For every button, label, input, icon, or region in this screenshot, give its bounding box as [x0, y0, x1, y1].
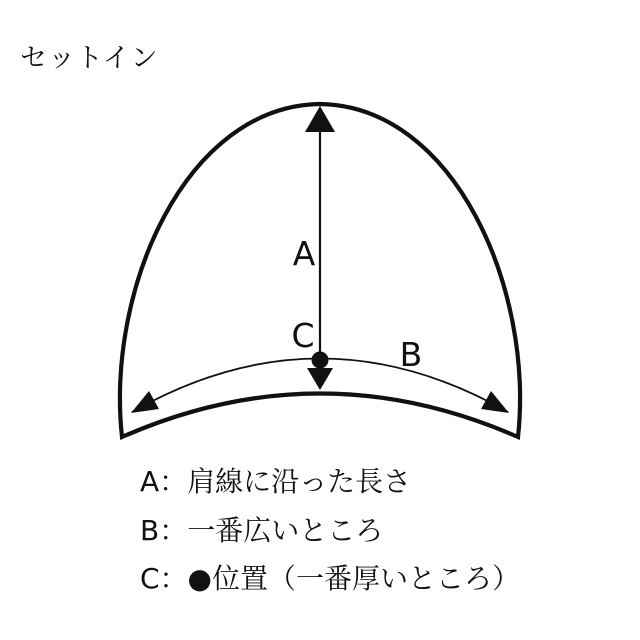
legend-item-a: A：肩線に沿った長さ	[140, 465, 412, 498]
legend-item-b: B：一番広いところ	[140, 513, 384, 547]
legend	[140, 458, 520, 604]
legend-item-c: C：●位置（一番厚いところ）	[140, 562, 520, 595]
label-a: A	[292, 234, 316, 273]
label-c: C	[291, 316, 315, 355]
diagram-title: セットイン	[20, 43, 159, 74]
label-b: B	[399, 335, 423, 374]
